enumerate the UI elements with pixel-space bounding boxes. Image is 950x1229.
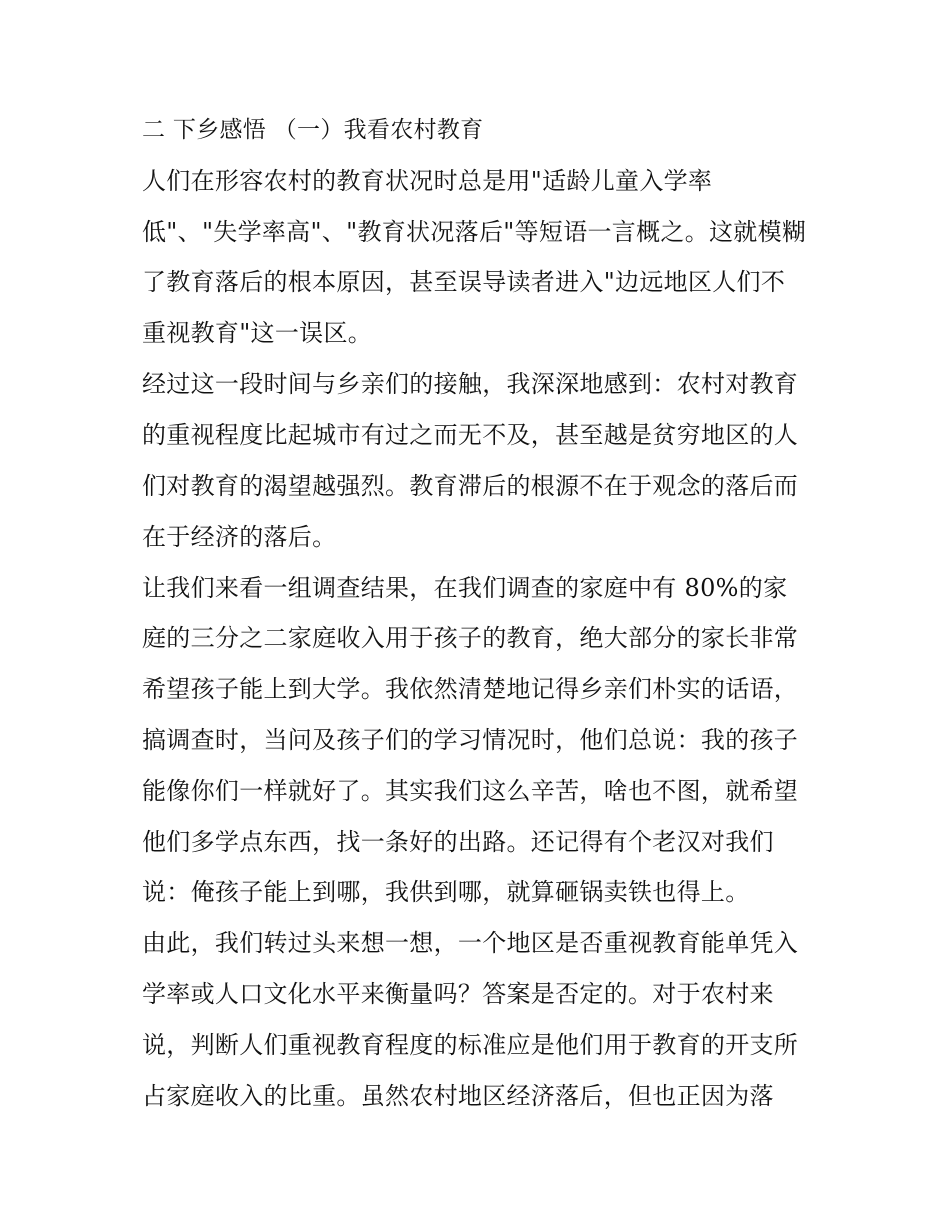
section-heading: 二 下乡感悟 （一）我看农村教育 <box>142 117 484 143</box>
paragraph-3-line-7: 说：俺孩子能上到哪，我供到哪，就算砸锅卖铁也得上。 <box>142 878 750 906</box>
paragraph-4-line-3: 说，判断人们重视教育程度的标准应是他们用于教育的开支所 <box>142 1031 799 1059</box>
paragraph-3-line-5: 能像你们一样就好了。其实我们这么辛苦，啥也不图，就希望 <box>142 777 799 805</box>
paragraph-2-line-3: 们对教育的渴望越强烈。教育滞后的根源不在于观念的落后而 <box>142 472 799 500</box>
paragraph-3-line-3: 希望孩子能上到大学。我依然清楚地记得乡亲们朴实的话语， <box>142 675 799 703</box>
paragraph-4-line-4: 占家庭收入的比重。虽然农村地区经济落后，但也正因为落 <box>142 1082 774 1110</box>
paragraph-3-line-2: 庭的三分之二家庭收入用于孩子的教育，绝大部分的家长非常 <box>142 624 799 652</box>
paragraph-2-line-4: 在于经济的落后。 <box>142 523 337 551</box>
paragraph-4-line-1: 由此，我们转过头来想一想，一个地区是否重视教育能单凭入 <box>142 929 799 957</box>
paragraph-1-line-2: 低"、"失学率高"、"教育状况落后"等短语一言概之。这就模糊 <box>142 218 807 246</box>
paragraph-2-line-1: 经过这一段时间与乡亲们的接触，我深深地感到：农村对教育 <box>142 370 799 398</box>
paragraph-1-line-1: 人们在形容农村的教育状况时总是用"适龄儿童入学率 <box>142 167 713 195</box>
paragraph-1-line-4: 重视教育"这一误区。 <box>142 319 373 347</box>
paragraph-3-line-1: 让我们来看一组调查结果，在我们调查的家庭中有 80%的家 <box>142 574 788 602</box>
paragraph-3-line-6: 他们多学点东西，找一条好的出路。还记得有个老汉对我们 <box>142 828 774 856</box>
paragraph-4-line-2: 学率或人口文化水平来衡量吗？答案是否定的。对于农村来 <box>142 980 774 1008</box>
paragraph-2-line-2: 的重视程度比起城市有过之而无不及，甚至越是贫穷地区的人 <box>142 421 799 449</box>
paragraph-3-line-4: 搞调查时，当问及孩子们的学习情况时，他们总说：我的孩子 <box>142 726 799 754</box>
paragraph-1-line-3: 了教育落后的根本原因，甚至误导读者进入"边远地区人们不 <box>142 268 786 296</box>
